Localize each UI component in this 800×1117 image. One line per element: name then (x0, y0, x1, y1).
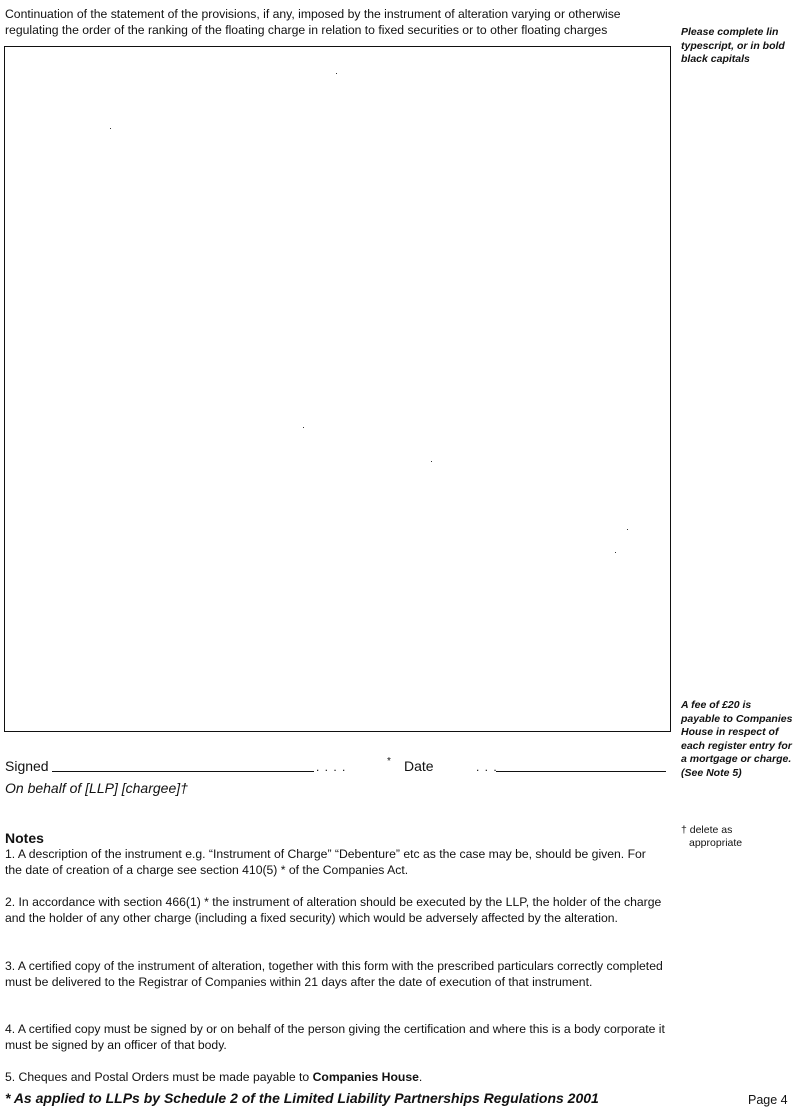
continuation-statement-heading: Continuation of the statement of the provisions, if any, imposed by the instrument of alteration varying or otherwise regulating the order of the ranking of the floating charge in relation to fixed securities or to other floating charges (5, 7, 621, 37)
llp-regulations-footer: * As applied to LLPs by Schedule 2 of the Limited Liability Partnerships Regulations 2001 (5, 1090, 599, 1106)
signature-line[interactable] (52, 756, 314, 772)
typescript-instruction: Please complete lin typescript, or in bold black capitals (681, 26, 785, 65)
delete-instruction (681, 824, 791, 850)
date-dots: . . . (476, 760, 498, 774)
continuation-text-area[interactable] (4, 46, 671, 732)
note-2: 2. In accordance with section 466(1) * the instrument of alteration should be executed by the LLP, the holder of the charge and the holder of any other charge (including a fixed security) which would be adversely affected by the alteration. (5, 895, 662, 925)
signature-dots: . . . . (316, 760, 347, 774)
note-5-text: 5. Cheques and Postal Orders must be made payable to Companies House. (5, 1070, 423, 1084)
page-number: Page 4 (748, 1093, 788, 1107)
note-5 (5, 1069, 665, 1085)
note-3: 3. A certified copy of the instrument of alteration, together with this form with the prescribed particulars correctly completed must be delivered to the Registrar of Companies within 21 days after the date of execution of that instrument. (5, 959, 663, 989)
on-behalf-of-label: On behalf of [LLP] [chargee]† (5, 780, 188, 796)
date-line[interactable] (496, 756, 666, 772)
delete-instruction-line2: appropriate (689, 837, 743, 849)
delete-instruction-line1: † delete as (681, 824, 733, 836)
notes-title: Notes (5, 830, 44, 846)
note-4: 4. A certified copy must be signed by or on behalf of the person giving the certification and where this is a body corporate it must be signed by an officer of that body. (5, 1022, 665, 1052)
companies-house-emphasis: Companies House (312, 1070, 419, 1084)
note-1: 1. A description of the instrument e.g. “Instrument of Charge” “Debenture” etc as the case may be, should be given. For the date of creation of a charge see section 410(5) * of the Companies Act. (5, 847, 646, 877)
date-label: Date (404, 758, 434, 774)
signed-label: Signed (5, 758, 49, 774)
date-asterisk: * (387, 756, 392, 767)
fee-instruction: A fee of £20 is payable to Companies House in respect of each register entry for a mortgage or charge. (See Note 5) (681, 699, 793, 779)
